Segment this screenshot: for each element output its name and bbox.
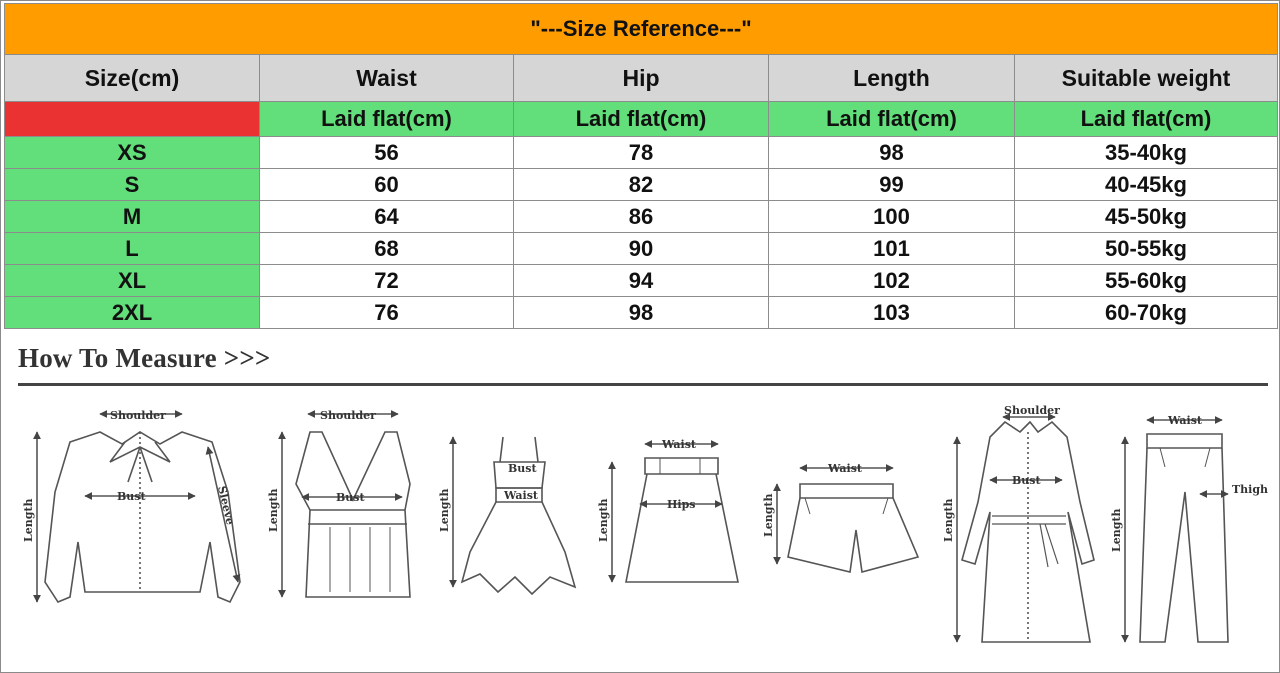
waist-cell: 56 (260, 137, 514, 169)
size-cell: M (5, 201, 260, 233)
heading-divider (18, 383, 1268, 386)
label-length-7: Length (1110, 508, 1123, 552)
shorts-figure (762, 462, 918, 572)
label-hips: Hips (667, 498, 696, 511)
table-row (5, 169, 1278, 201)
hip-cell: 94 (514, 265, 769, 297)
table-row (5, 297, 1278, 329)
label-shoulder-6: Shoulder (1004, 404, 1060, 417)
size-cell: L (5, 233, 260, 265)
table-row (5, 201, 1278, 233)
header-row (5, 55, 1278, 102)
label-waist-4: Waist (662, 438, 696, 451)
how-to-measure-heading: How To Measure >>> (18, 343, 271, 373)
weight-cell: 40-45kg (1015, 169, 1278, 201)
size-cell: S (5, 169, 260, 201)
label-waist-5: Waist (828, 462, 862, 475)
skirt-figure (597, 438, 738, 582)
length-cell: 103 (769, 297, 1015, 329)
length-cell: 102 (769, 265, 1015, 297)
length-cell: 100 (769, 201, 1015, 233)
hip-cell: 78 (514, 137, 769, 169)
subheader-waist: Laid flat(cm) (260, 102, 514, 137)
weight-cell: 50-55kg (1015, 233, 1278, 265)
waist-cell: 76 (260, 297, 514, 329)
label-bust-3: Bust (508, 462, 537, 475)
subheader-hip: Laid flat(cm) (514, 102, 769, 137)
label-length-2: Length (267, 488, 280, 532)
coat-figure (942, 404, 1094, 642)
subheader-blank (5, 102, 260, 137)
table-row (5, 233, 1278, 265)
blouse-figure (22, 409, 240, 602)
weight-cell: 45-50kg (1015, 201, 1278, 233)
hip-cell: 98 (514, 297, 769, 329)
label-waist-7: Waist (1168, 414, 1202, 427)
waist-cell: 68 (260, 233, 514, 265)
size-cell: XL (5, 265, 260, 297)
header-weight: Suitable weight (1015, 55, 1278, 102)
label-length-4: Length (597, 498, 610, 542)
label-length-6: Length (942, 498, 955, 542)
label-sleeve: Sleeve (215, 484, 237, 527)
hip-cell: 86 (514, 201, 769, 233)
label-length-5: Length (762, 493, 775, 537)
subheader-length: Laid flat(cm) (769, 102, 1015, 137)
label-length-1: Length (22, 498, 35, 542)
header-length: Length (769, 55, 1015, 102)
dress-figure (438, 437, 575, 594)
size-table (4, 3, 1278, 329)
subheader-row (5, 102, 1278, 137)
label-shoulder-2: Shoulder (320, 409, 376, 422)
label-waist-3: Waist (504, 489, 538, 502)
table-row (5, 137, 1278, 169)
label-thigh: Thigh (1232, 483, 1269, 496)
table-row (5, 265, 1278, 297)
hip-cell: 82 (514, 169, 769, 201)
size-cell: XS (5, 137, 260, 169)
trousers-figure (1110, 414, 1268, 642)
weight-cell: 55-60kg (1015, 265, 1278, 297)
length-cell: 101 (769, 233, 1015, 265)
label-bust-6: Bust (1012, 474, 1041, 487)
weight-cell: 35-40kg (1015, 137, 1278, 169)
header-waist: Waist (260, 55, 514, 102)
waist-cell: 72 (260, 265, 514, 297)
header-hip: Hip (514, 55, 769, 102)
tank-top-figure (267, 409, 410, 597)
size-cell: 2XL (5, 297, 260, 329)
banner-row (5, 4, 1278, 55)
waist-cell: 60 (260, 169, 514, 201)
weight-cell: 60-70kg (1015, 297, 1278, 329)
header-size: Size(cm) (5, 55, 260, 102)
label-bust-1: Bust (117, 490, 146, 503)
length-cell: 98 (769, 137, 1015, 169)
subheader-weight: Laid flat(cm) (1015, 102, 1278, 137)
length-cell: 99 (769, 169, 1015, 201)
table-title: "---Size Reference---" (5, 4, 1278, 55)
measure-figures (0, 392, 1280, 662)
label-length-3: Length (438, 488, 451, 532)
label-shoulder-1: Shoulder (110, 409, 166, 422)
hip-cell: 90 (514, 233, 769, 265)
waist-cell: 64 (260, 201, 514, 233)
label-bust-2: Bust (336, 491, 365, 504)
